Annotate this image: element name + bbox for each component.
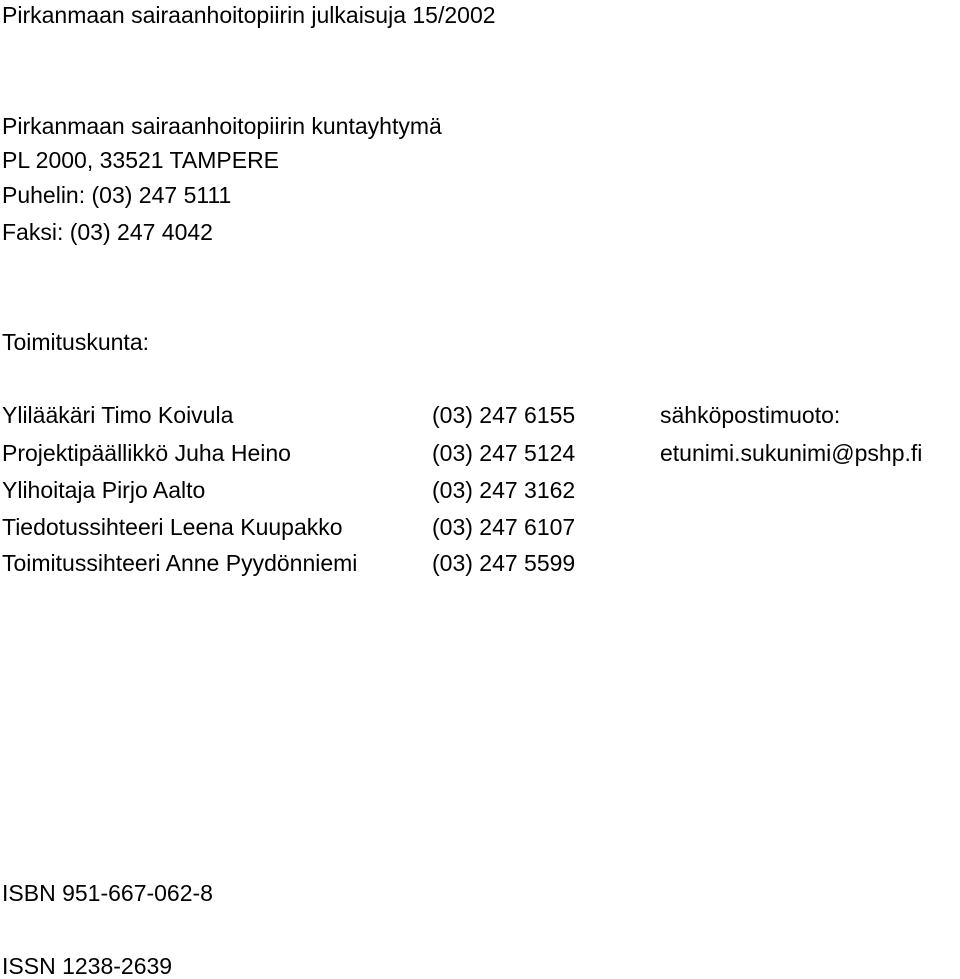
member-phone: (03) 247 6155 (432, 402, 576, 428)
isbn: ISBN 951-667-062-8 (2, 880, 213, 906)
publication-series: Pirkanmaan sairaanhoitopiirin julkaisuja 15/2002 (2, 2, 496, 28)
member-phone: (03) 247 3162 (432, 477, 576, 503)
board-member-row (2, 404, 960, 434)
publisher-address: PL 2000, 33521 TAMPERE (2, 147, 280, 173)
board-member-row (2, 479, 960, 509)
publisher-fax: Faksi: (03) 247 4042 (2, 219, 213, 245)
board-member-row (2, 442, 960, 472)
board-member-row (2, 516, 960, 546)
email-format-label: sähköpostimuoto: (660, 402, 841, 428)
member-title: Ylihoitaja Pirjo Aalto (2, 477, 206, 503)
publisher-phone: Puhelin: (03) 247 5111 (2, 182, 232, 208)
member-title: Toimitussihteeri Anne Pyydönniemi (2, 550, 358, 576)
issn: ISSN 1238-2639 (2, 953, 173, 979)
member-title: Ylilääkäri Timo Koivula (2, 402, 234, 428)
board-member-row (2, 552, 960, 582)
member-phone: (03) 247 6107 (432, 514, 576, 540)
publisher-name: Pirkanmaan sairaanhoitopiirin kuntayhtymä (2, 113, 442, 139)
member-title: Projektipäällikkö Juha Heino (2, 440, 291, 466)
member-title: Tiedotussihteeri Leena Kuupakko (2, 514, 343, 540)
email-format-value: etunimi.sukunimi@pshp.fi (660, 440, 923, 466)
member-phone: (03) 247 5124 (432, 440, 576, 466)
member-phone: (03) 247 5599 (432, 550, 576, 576)
editorial-board-heading: Toimituskunta: (2, 329, 150, 355)
